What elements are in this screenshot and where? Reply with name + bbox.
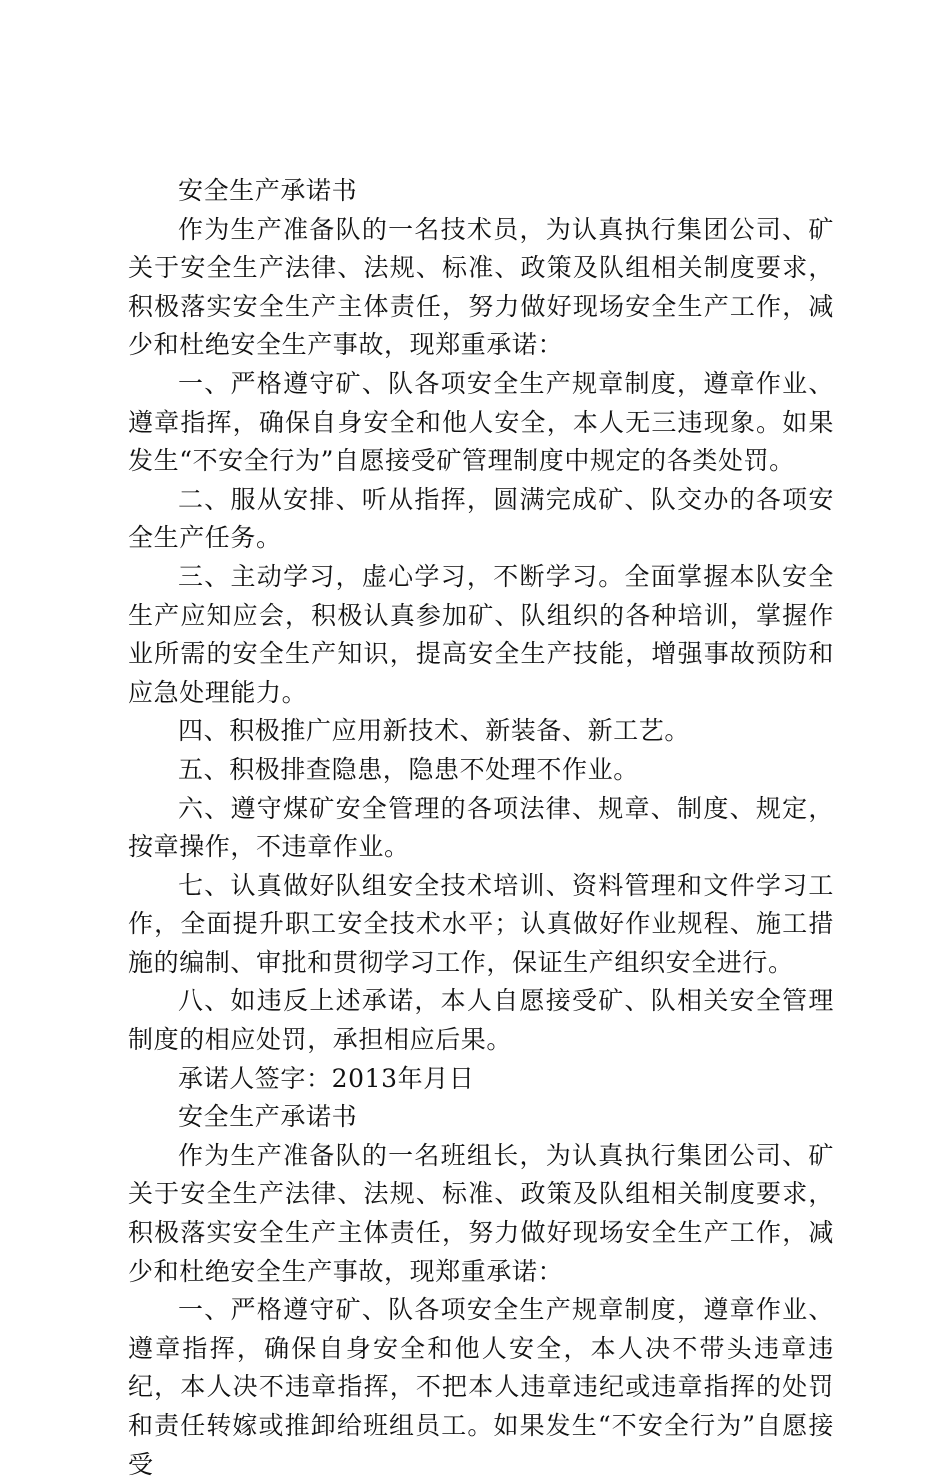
intro-paragraph: 作为生产准备队的一名技术员，为认真执行集团公司、矿关于安全生产法律、法规、标准、政策及队组相关制度要求，积极落实安全生产主体责任，努力做好现场安全生产工作，减少和杜绝安全生产事故，现郑重承诺： — [128, 214, 834, 360]
commitment-item-5: 五、积极排查隐患，隐患不处理不作业。 — [178, 754, 639, 784]
document-title: 安全生产承诺书 — [178, 176, 358, 205]
second-document-title: 安全生产承诺书 — [178, 1102, 358, 1132]
commitment-item-3: 三、主动学习，虚心学习，不断学习。全面掌握本队安全生产应知应会，积极认真参加矿、队组织的各种培训，掌握作业所需的安全生产知识，提高安全生产技能，增强事故预防和应急处理能力。 — [128, 561, 834, 707]
commitment-item-7: 七、认真做好队组安全技术培训、资料管理和文件学习工作，全面提升职工安全技术水平；认真做好作业规程、施工措施的编制、审批和贯彻学习工作，保证生产组织安全进行。 — [128, 870, 834, 977]
document-body — [128, 172, 834, 1484]
signature-line: 承诺人签字：2013年月日 — [178, 1063, 475, 1093]
commitment-item-8: 八、如违反上述承诺，本人自愿接受矿、队相关安全管理制度的相应处罚，承担相应后果。 — [128, 986, 834, 1055]
second-intro-paragraph: 作为生产准备队的一名班组长，为认真执行集团公司、矿关于安全生产法律、法规、标准、政策及队组相关制度要求，积极落实安全生产主体责任，努力做好现场安全生产工作，减少和杜绝安全生产事故，现郑重承诺： — [128, 1140, 834, 1286]
commitment-item-4: 四、积极推广应用新技术、新装备、新工艺。 — [178, 716, 691, 746]
commitment-item-2: 二、服从安排、听从指挥，圆满完成矿、队交办的各项安全生产任务。 — [128, 484, 834, 553]
commitment-item-1: 一、严格遵守矿、队各项安全生产规章制度，遵章作业、遵章指挥，确保自身安全和他人安全，本人无三违现象。如果发生“不安全行为”自愿接受矿管理制度中规定的各类处罚。 — [128, 368, 834, 476]
commitment-item-6: 六、遵守煤矿安全管理的各项法律、规章、制度、规定，按章操作，不违章作业。 — [128, 793, 834, 862]
second-commitment-item-1: 一、严格遵守矿、队各项安全生产规章制度，遵章作业、遵章指挥，确保自身安全和他人安全，本人决不带头违章违纪，本人决不违章指挥，不把本人违章违纪或违章指挥的处罚和责任转嫁或推卸给班组员工。如果发生“不安全行为”自愿接受 — [128, 1295, 834, 1479]
